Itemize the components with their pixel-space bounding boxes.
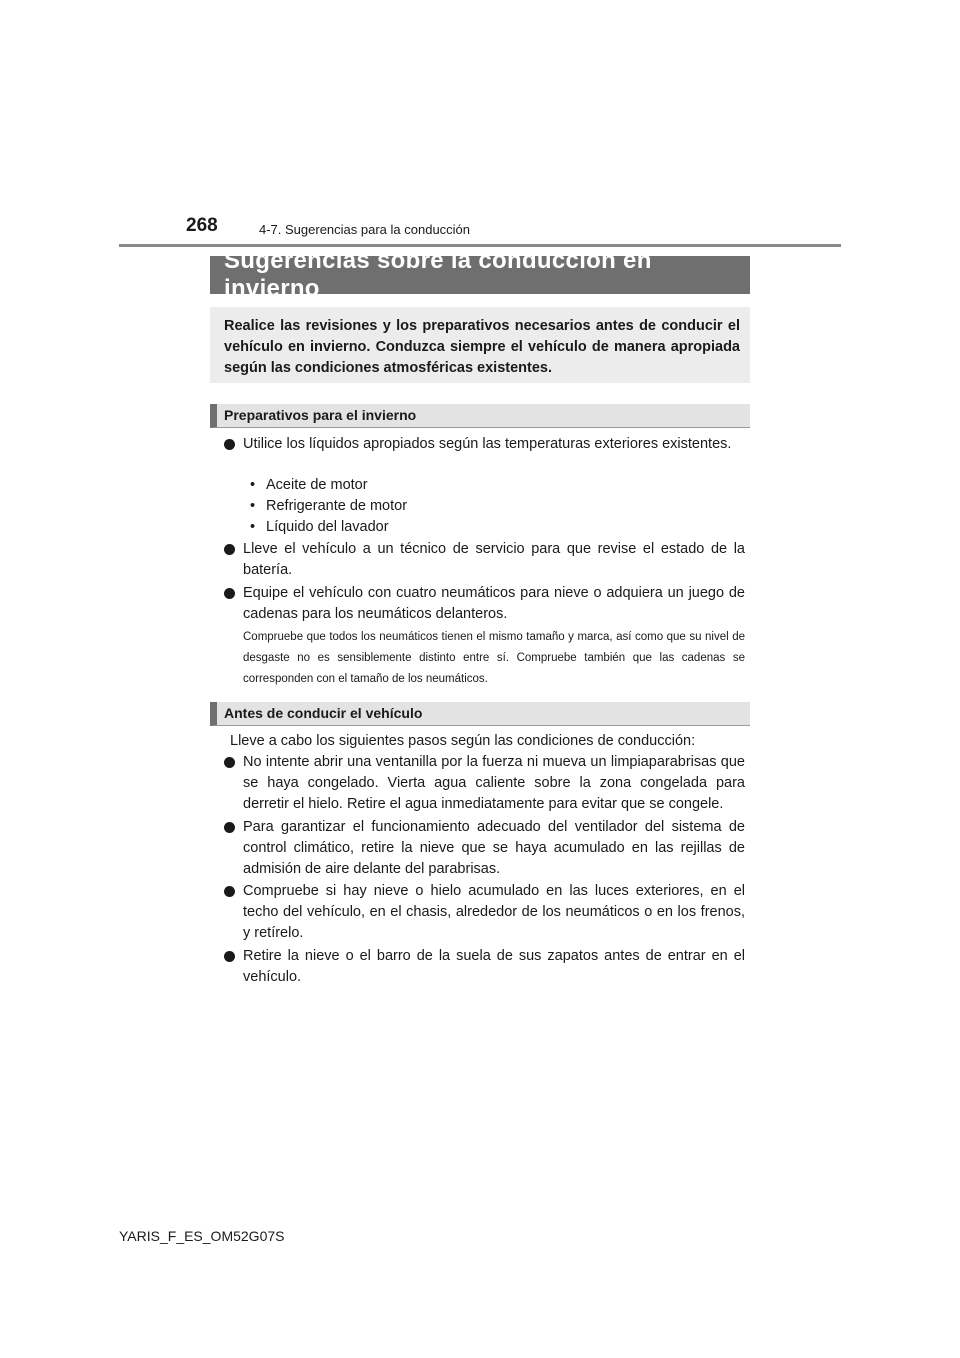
sub-bullet-icon: •	[250, 477, 256, 493]
sub-list-item	[250, 517, 389, 538]
bullet-item	[224, 583, 745, 625]
bullet-text: Equipe el vehículo con cuatro neumáticos para nieve o adquiera un juego de cadenas para los neumáticos delanteros.	[243, 585, 745, 622]
document-code: YARIS_F_ES_OM52G07S	[119, 1228, 285, 1244]
bullet-item	[224, 881, 745, 944]
bullet-text: Compruebe si hay nieve o hielo acumulado en las luces exteriores, en el techo del vehículo, en el chasis, alrededor de los neumáticos o en los frenos, y retírelo.	[243, 883, 745, 941]
bullet-text: Lleve el vehículo a un técnico de servicio para que revise el estado de la batería.	[243, 541, 745, 578]
bullet-item	[224, 946, 745, 988]
sub-bullet-icon: •	[250, 519, 256, 535]
bullet-dot-icon	[224, 822, 235, 833]
bullet-item	[224, 752, 745, 815]
sub-list-item	[250, 496, 407, 517]
lead-text: Lleve a cabo los siguientes pasos según las condiciones de conducción:	[230, 733, 696, 749]
sub-list-item	[250, 475, 368, 496]
page-title: Sugerencias sobre la conducción en invierno	[224, 247, 652, 302]
bullet-text: Retire la nieve o el barro de la suela de sus zapatos antes de entrar en el vehículo.	[243, 948, 745, 985]
bullet-dot-icon	[224, 439, 235, 450]
title-banner	[210, 247, 750, 302]
bullet-text: No intente abrir una ventanilla por la fuerza ni mueva un limpiaparabrisas que se haya congelado. Vierta agua caliente sobre la zona congelada para derretir el hielo. Retire el agua inmediatamente para evitar que se congele.	[243, 754, 745, 812]
bullet-item	[224, 539, 745, 581]
bullet-dot-icon	[224, 544, 235, 555]
intro-box: Realice las revisiones y los preparativos necesarios antes de conducir el vehículo en invierno. Conduzca siempre el vehículo de manera apropiada según las condiciones atmosféricas existentes.	[210, 307, 750, 383]
bullet-dot-icon	[224, 951, 235, 962]
bullet-item	[224, 434, 745, 455]
bullet-text: Para garantizar el funcionamiento adecuado del ventilador del sistema de control climático, retire la nieve que se haya acumulado en las rejillas de admisión de aire delante del parabrisas.	[243, 819, 745, 877]
page-number: 268	[186, 215, 218, 236]
section-header: 4-7. Sugerencias para la conducción	[259, 222, 471, 237]
sub-list-text: Líquido del lavador	[266, 519, 389, 535]
sub-list-text: Aceite de motor	[266, 477, 368, 493]
bullet-dot-icon	[224, 886, 235, 897]
bullet-text: Utilice los líquidos apropiados según las temperaturas exteriores existentes.	[243, 436, 732, 452]
bullet-dot-icon	[224, 588, 235, 599]
subheading-preparativos: Preparativos para el invierno	[210, 404, 750, 428]
subheading-antes-de-conducir: Antes de conducir el vehículo	[210, 702, 750, 726]
bullet-item	[224, 817, 745, 880]
sub-bullet-icon: •	[250, 498, 256, 514]
sub-list-text: Refrigerante de motor	[266, 498, 408, 514]
note-text: Compruebe que todos los neumáticos tienen el mismo tamaño y marca, así como que su nivel de desgaste no es sensiblemente distinto entre sí. Compruebe también que las cadenas se corresponden con el tamaño de los neumáticos.	[243, 631, 745, 685]
bullet-dot-icon	[224, 757, 235, 768]
